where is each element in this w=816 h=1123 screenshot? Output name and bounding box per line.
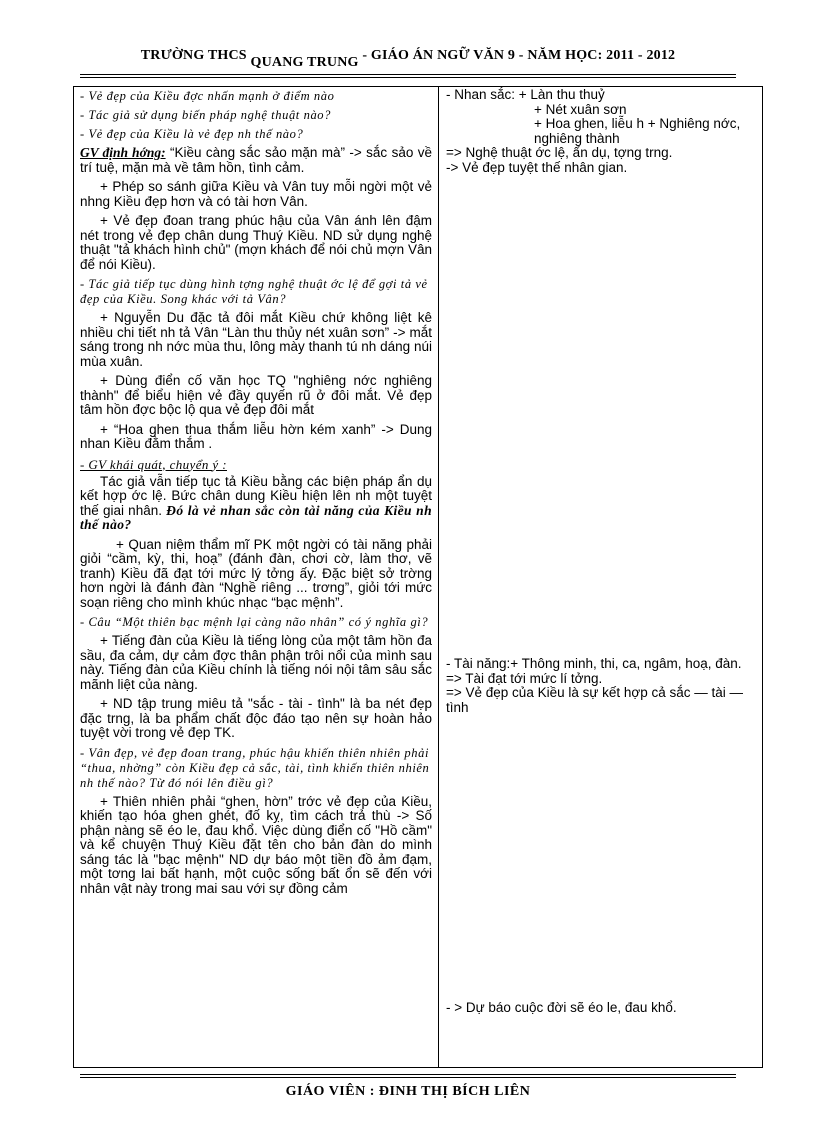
header-separator-2: - [518, 48, 524, 63]
paragraph-6-question: Đó là vẻ nhan sắc còn tài năng của Kiều nh thế nào? [80, 502, 432, 532]
school-name-1: TRƯỜNG THCS [140, 48, 247, 63]
question-1: - Vẻ đẹp của Kiều đợc nhấn mạnh ở điểm nào [80, 89, 335, 103]
question-5: - Câu “Một thiên bạc mệnh lại càng não nhân” có ý nghĩa gì? [80, 615, 429, 629]
note-fate: - > Dự báo cuộc đời sẽ éo le, đau khổ. [446, 1000, 677, 1015]
school-year: NĂM HỌC: 2011 - 2012 [527, 48, 676, 63]
teacher-footer: GIÁO VIÊN : ĐINH THỊ BÍCH LIÊN [285, 1084, 531, 1099]
note-talent: - Tài năng:+ Thông minh, thi, ca, ngâm, hoạ, đàn. [446, 656, 742, 671]
lesson-table [73, 86, 763, 1068]
column-divider [438, 87, 439, 1067]
footer-rule-bottom [80, 1077, 736, 1078]
paragraph-9: + ND tập trung miêu tả "sắc - tài - tình" là ba nét đẹp đặc trng, là ba phẩm chất độc đáo tạo nên sự hoàn hảo tuyệt vời trong vẻ đẹp TK. [80, 696, 432, 740]
paragraph-6-text: Tác giả vẫn tiếp tục tả Kiều bằng các biện pháp ẩn dụ kết hợp ớc lệ. Bức chân dung Kiều hiện lên nh một tuyệt thế giai nhân. [80, 473, 432, 518]
page-header [0, 48, 816, 70]
paragraph-7: + Quan niệm thẩm mĩ PK một ngời có tài năng phải giỏi “cầm, kỳ, thi, hoạ” (đánh đàn, chơi cờ, làm thơ, vẽ tranh) Kiều đã đạt tới mức lý tởng ấy. Đặc biệt sở trờng hơn ngời là đánh đàn “Nghề riêng ... trơng”, giỏi tới mức soạn riêng cho mình khúc nhạc “bạc mệnh”. [80, 536, 432, 610]
student-notes-column [446, 87, 758, 1067]
question-4: - Tác giả tiếp tục dùng hình tợng nghệ thuật ớc lệ để gợi tả vẻ đẹp của Kiều. Song khác với tả Vân? [80, 277, 428, 306]
question-2: - Tác giả sử dụng biến pháp nghệ thuật nào? [80, 108, 332, 122]
notes-talent [446, 657, 758, 715]
gv-guidance [80, 146, 432, 175]
note-beauty-flowers [446, 117, 758, 146]
question-3: - Vẻ đẹp của Kiều là vẻ đẹp nh thế nào? [80, 127, 304, 141]
note-beauty-brows: + Nét xuân sơn [534, 101, 627, 117]
gv-guidance-text: “Kiều càng sắc sảo mặn mà” -> sắc sảo về trí tuệ, mặn mà về tâm hồn, tình cảm. [80, 145, 432, 175]
paragraph-3: + Nguyễn Du đặc tả đôi mắt Kiều chứ không liệt kê nhiều chi tiết nh tả Vân “Làn thu thủy nét xuân sơn” -> mắt sáng trong nh nớc mùa thu, lông mày thanh tú nh dáng núi mùa xuân. [80, 310, 432, 369]
note-talent-conclusion: => Vẻ đẹp của Kiều là sự kết hợp cả sắc — tài — tình [446, 685, 744, 715]
note-talent-level: => Tài đạt tới mức lí tởng. [446, 670, 603, 686]
gv-guidance-label: GV định hớng: [80, 145, 166, 160]
paragraph-1: + Phép so sánh giữa Kiều và Vân tuy mỗi ngời một vẻ nhng Kiều đẹp hơn và có tài hơn Vân. [80, 179, 432, 209]
gv-summary-label: - GV khái quát, chuyển ý : [80, 456, 227, 472]
note-art: => Nghệ thuật ớc lệ, ẩn dụ, tợng trng. [446, 145, 673, 160]
paragraph-6 [80, 475, 432, 533]
question-6: - Vân đẹp, vẻ đẹp đoan trang, phúc hậu khiến thiên nhiên phải “thua, nhờng” còn Kiều đẹp cả sắc, tài, tình khiến thiên nhiên nh thế nào? Từ đó nói lên điều gì? [80, 745, 430, 790]
subject-title: GIÁO ÁN NGỮ VĂN 9 [370, 48, 516, 63]
header-rule-bottom [80, 77, 736, 78]
note-beauty-eyes: - Nhan sắc: + Làn thu thuỷ [446, 87, 605, 102]
header-rule-top [80, 74, 736, 75]
school-name-2: QUANG TRUNG [250, 55, 359, 70]
header-separator: - [362, 48, 368, 63]
note-beauty-conclusion: -> Vẻ đẹp tuyệt thế nhân gian. [446, 159, 628, 175]
notes-beauty [446, 88, 758, 175]
paragraph-4: + Dùng điển cố văn học TQ "nghiêng nớc nghiêng thành" để biểu hiện vẻ đầy quyến rũ ở đôi mắt. Vẻ đẹp tâm hồn đợc bộc lộ qua vẻ đẹp đôi mắt [80, 373, 432, 417]
paragraph-2: + Vẻ đẹp đoan trang phúc hậu của Vân ánh lên đậm nét trong vẻ đẹp chân dung Thuý Kiều. ND sử dụng nghệ thuật "tả khách hình chủ" (mợn khách để nói chủ mợn Vân để nói Kiều). [80, 213, 432, 272]
note-beauty-flowers-text: + Hoa ghen, liễu h + Nghiêng nớc, nghiêng thành [534, 116, 741, 146]
paragraph-8: + Tiếng đàn của Kiều là tiếng lòng của một tâm hồn đa sầu, đa cảm, dự cảm đợc thân phận trôi nổi của mình sau này. Tiếng đàn của Kiều chính là tiếng nói nội tâm sâu sắc mãnh liệt của nàng. [80, 633, 432, 692]
paragraph-5: + “Hoa ghen thua thắm liễu hờn kém xanh” -> Dung nhan Kiều đằm thắm . [80, 421, 432, 451]
footer-rule-top [80, 1074, 736, 1075]
teacher-activity-column [80, 89, 432, 901]
notes-fate [446, 1001, 758, 1016]
paragraph-10: + Thiên nhiên phải “ghen, hờn” trớc vẻ đẹp của Kiều, khiến tạo hóa ghen ghét, đố kỵ, tìm cách trả thù -> Số phận nàng sẽ éo le, đau khổ. Việc dùng điển cố "Hồ cầm" và kể chuyện Thuý Kiều đặt tên cho bản đàn do mình sáng tác là "bạc mệnh" ND dự báo một tiền đồ ảm đạm, một tơng lai bất hạnh, một cuộc sống bất ổn sẽ đến với nhân vật này trong mai sau với sự đồng cảm [80, 793, 432, 896]
